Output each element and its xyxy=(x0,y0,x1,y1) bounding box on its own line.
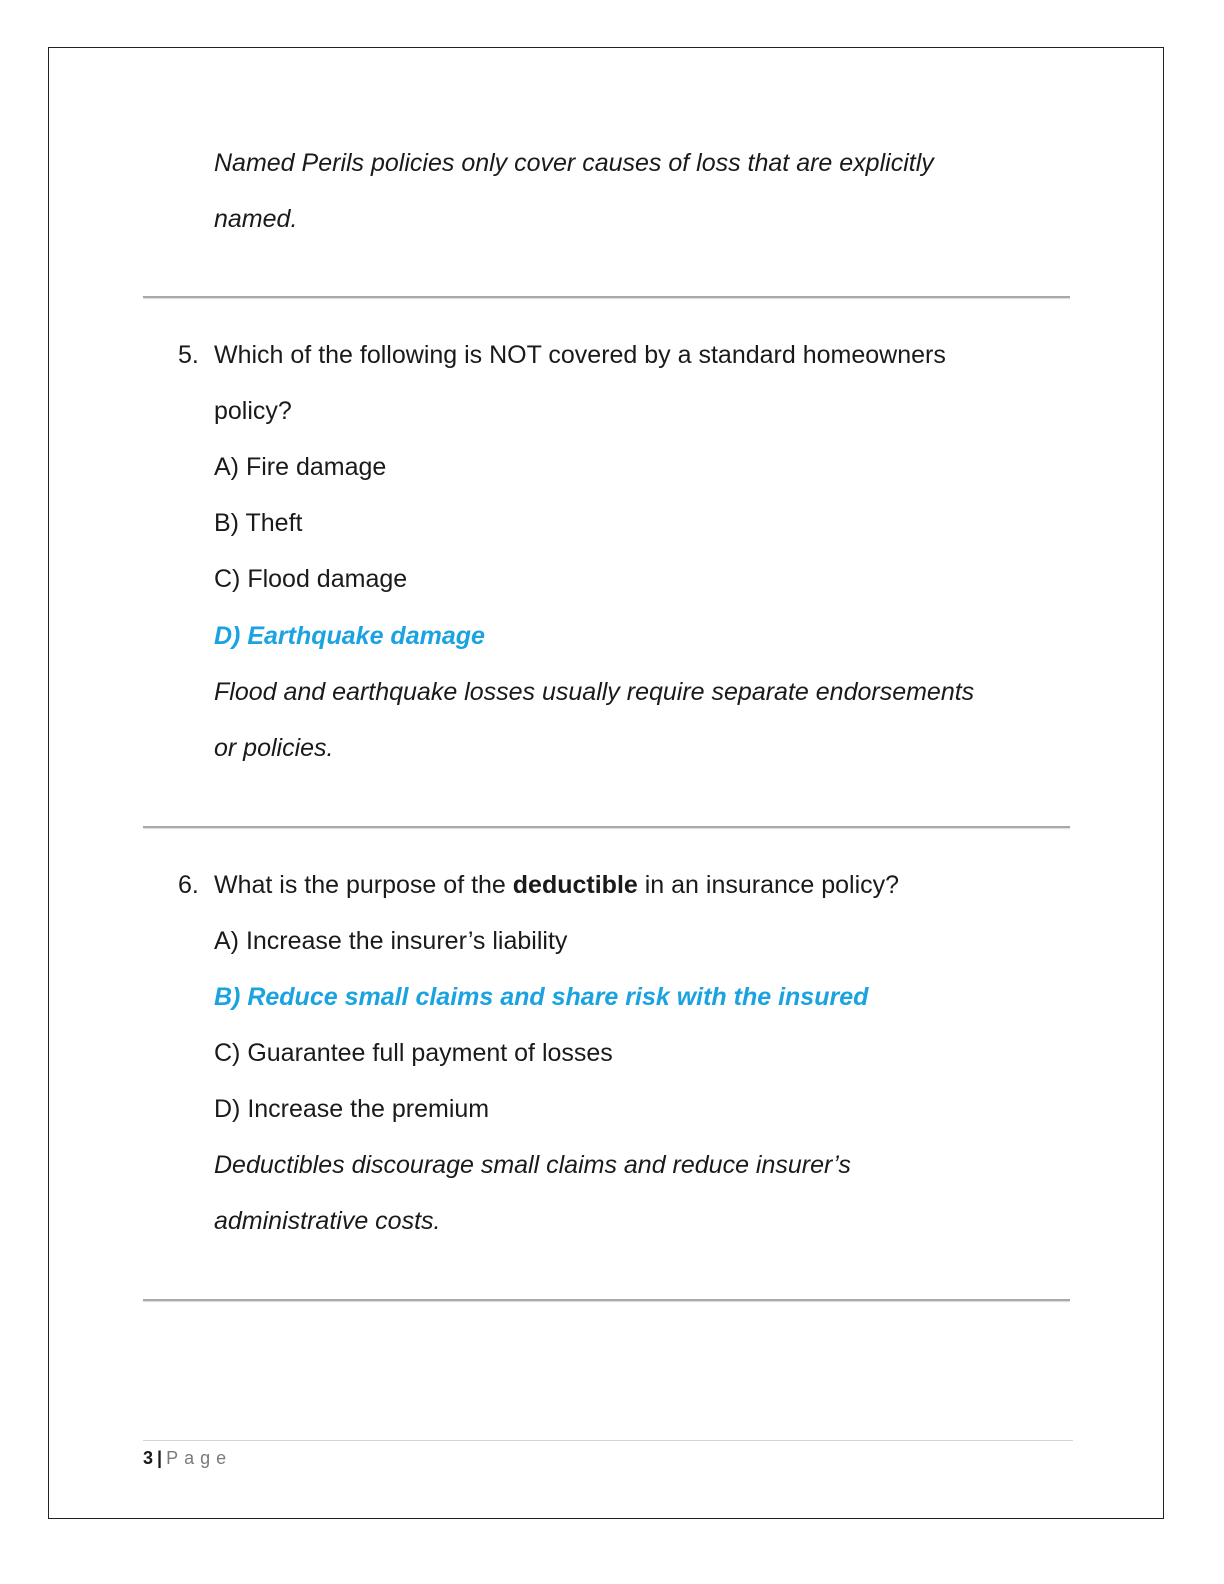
q5-explanation-line1: Flood and earthquake losses usually require separate endorsements xyxy=(214,678,975,706)
q6-question-before: What is the purpose of the xyxy=(214,871,513,899)
footer-rule xyxy=(143,1440,1073,1441)
divider xyxy=(143,296,1070,298)
q6-option-b-answer: B) Reduce small claims and share risk with the insured xyxy=(214,983,869,1011)
q6-question-after: in an insurance policy? xyxy=(637,871,900,899)
q5-question-line2: policy? xyxy=(214,397,292,425)
q5-option-d-answer: D) Earthquake damage xyxy=(214,622,485,650)
q5-option-c: C) Flood damage xyxy=(214,565,408,593)
q4-explanation-line1: Named Perils policies only cover causes of loss that are explicitly xyxy=(214,149,934,177)
q5-number: 5. xyxy=(178,341,199,369)
footer-separator: | xyxy=(157,1448,163,1468)
q6-option-d: D) Increase the premium xyxy=(214,1095,490,1123)
q6-option-c: C) Guarantee full payment of losses xyxy=(214,1039,613,1067)
page-footer xyxy=(143,1447,232,1469)
divider xyxy=(143,1299,1070,1301)
q6-number: 6. xyxy=(178,871,199,899)
q5-question-line1: Which of the following is NOT covered by a standard homeowners xyxy=(214,341,946,369)
q6-explanation-line2: administrative costs. xyxy=(214,1207,441,1235)
q6-question-keyword: deductible xyxy=(512,871,638,899)
q5-option-a: A) Fire damage xyxy=(214,453,387,481)
q5-option-b: B) Theft xyxy=(214,509,303,537)
page-label: Page xyxy=(166,1448,233,1468)
q6-question xyxy=(214,870,899,900)
q6-option-a: A) Increase the insurer’s liability xyxy=(214,927,568,955)
q5-explanation-line2: or policies. xyxy=(214,734,334,762)
page-number: 3 xyxy=(143,1448,154,1468)
q6-explanation-line1: Deductibles discourage small claims and reduce insurer’s xyxy=(214,1151,851,1179)
divider xyxy=(143,826,1070,828)
q4-explanation-line2: named. xyxy=(214,205,298,233)
